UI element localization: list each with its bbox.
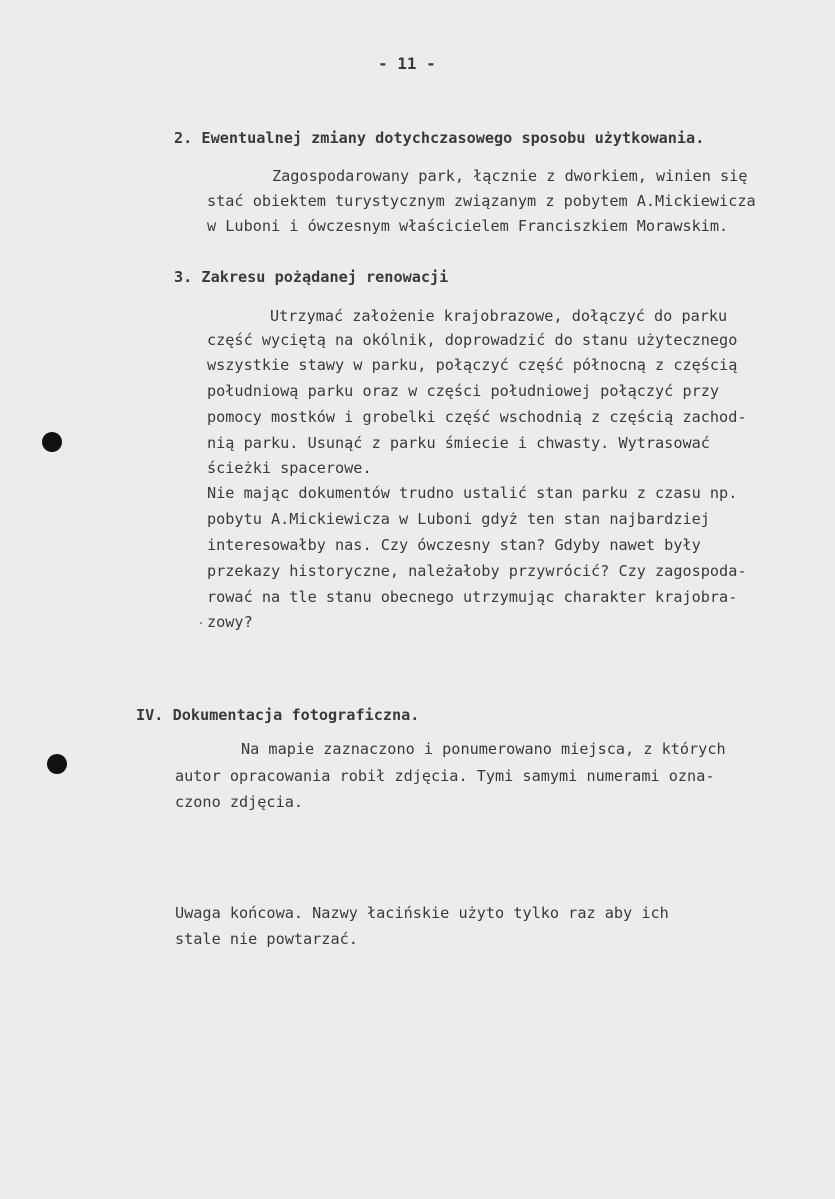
page-number: - 11 - (378, 54, 436, 73)
paragraph-line: interesowałby nas. Czy ówczesny stan? Gdyby nawet były (207, 536, 701, 554)
section-4-heading: IV. Dokumentacja fotograficzna. (136, 706, 420, 724)
paragraph-line: południową parku oraz w części południowej połączyć przy (207, 382, 720, 400)
paragraph-line: Nie mając dokumentów trudno ustalić stan parku z czasu np. (207, 484, 738, 502)
paragraph-line: przekazy historyczne, należałoby przywrócić? Czy zagospoda- (207, 562, 747, 580)
section-2-heading: 2. Ewentualnej zmiany dotychczasowego sposobu użytkowania. (174, 129, 705, 147)
paragraph-line: Zagospodarowany park, łącznie z dworkiem, winien się (272, 167, 748, 185)
paragraph-line: wszystkie stawy w parku, połączyć część północną z częścią (207, 356, 738, 374)
paragraph-line: pobytu A.Mickiewicza w Luboni gdyż ten stan najbardziej (207, 510, 710, 528)
paragraph-line: ścieżki spacerowe. (207, 459, 372, 477)
paragraph-line: nią parku. Usunąć z parku śmiecie i chwasty. Wytrasować (207, 434, 710, 452)
paragraph-line: w Luboni i ówczesnym właścicielem Franciszkiem Morawskim. (207, 217, 729, 235)
paragraph-line: rować na tle stanu obecnego utrzymując charakter krajobra- (207, 588, 738, 606)
closing-note-line: stale nie powtarzać. (175, 930, 358, 948)
closing-note-line: Uwaga końcowa. Nazwy łacińskie użyto tylko raz aby ich (175, 904, 669, 922)
paper-speck (200, 622, 202, 624)
punch-hole (42, 432, 62, 452)
paragraph-line: autor opracowania robił zdjęcia. Tymi samymi numerami ozna- (175, 767, 715, 785)
punch-hole (47, 754, 67, 774)
paragraph-line: czono zdjęcia. (175, 793, 304, 811)
paragraph-line: zowy? (207, 613, 253, 631)
paragraph-line: pomocy mostków i grobelki część wschodnią z częścią zachod- (207, 408, 747, 426)
paragraph-line: stać obiektem turystycznym związanym z pobytem A.Mickiewicza (207, 192, 756, 210)
paragraph-line: część wyciętą na okólnik, doprowadzić do stanu użytecznego (207, 331, 738, 349)
section-3-heading: 3. Zakresu pożądanej renowacji (174, 268, 449, 286)
paragraph-line: Utrzymać założenie krajobrazowe, dołączyć do parku (270, 307, 728, 325)
paragraph-line: Na mapie zaznaczono i ponumerowano miejsca, z których (241, 740, 726, 758)
